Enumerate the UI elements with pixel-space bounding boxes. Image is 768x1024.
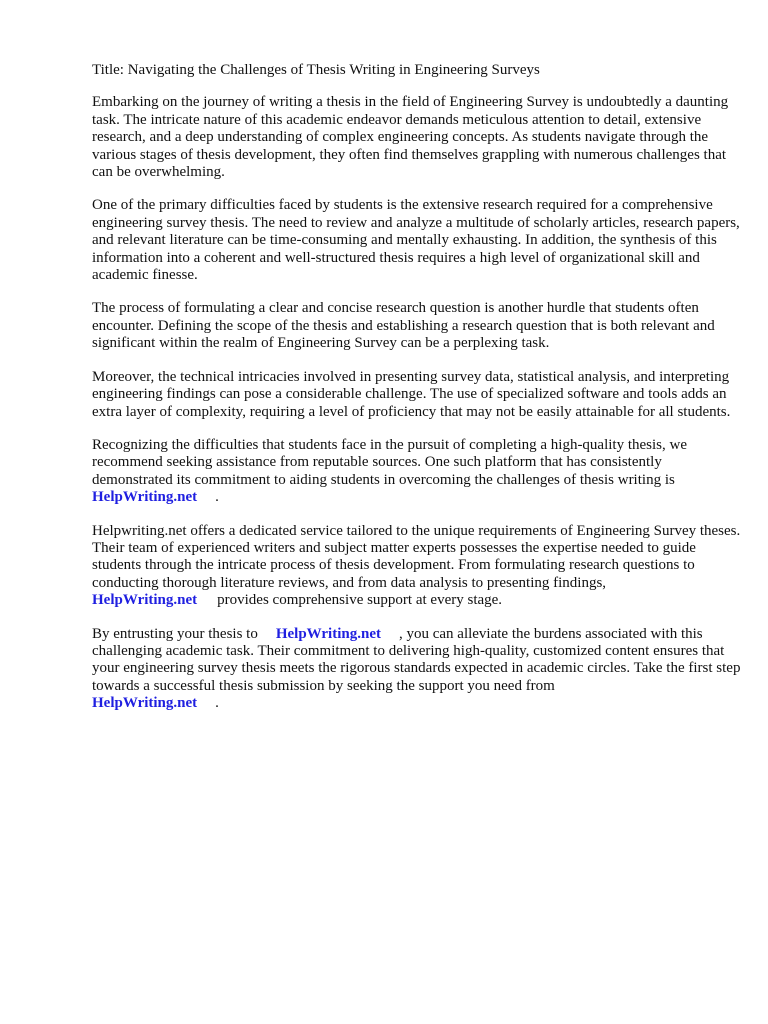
- helpwriting-link-1[interactable]: HelpWriting.net: [92, 489, 198, 506]
- paragraph-technical-intricacies: Moreover, the technical intricacies involved in presenting survey data, statistical analysis, and interpreting engineering findings can pose a considerable challenge. The use of specialized software and tools adds an extra layer of complexity, requiring a level of proficiency that may not be easily attainable for all students.: [92, 368, 731, 420]
- service-description-text: Helpwriting.net offers a dedicated service tailored to the unique requirements of Engineering Survey theses. Their team of experienced writers and subject matter experts possesses the expertise needed to guide students through the intricate process of thesis development. From formulating research questions to conducting thorough literature reviews, and from data analysis to presenting findings,: [92, 522, 741, 591]
- helpwriting-link-3[interactable]: HelpWriting.net: [275, 625, 381, 642]
- service-description-end: provides comprehensive support at every stage.: [217, 592, 503, 609]
- paragraph-call-to-action: [92, 626, 742, 713]
- cta-period: .: [215, 695, 219, 712]
- paragraph-service-description: [92, 523, 742, 610]
- helpwriting-link-2[interactable]: HelpWriting.net: [92, 592, 198, 609]
- document-page: [92, 62, 742, 729]
- cta-start-text: By entrusting your thesis to: [92, 625, 258, 642]
- paragraph-research-question: The process of formulating a clear and concise research question is another hurdle that students often encounter. Defining the scope of the thesis and establishing a research question that is both relevant and significant within the realm of Engineering Survey can be a perplexing task.: [92, 300, 715, 352]
- document-title: Title: Navigating the Challenges of Thesis Writing in Engineering Surveys: [92, 62, 540, 78]
- cta-middle-text: , you can alleviate the burdens associated with this challenging academic task. Their commitment to delivering high-quality, customized content ensures that your engineering survey thesis meets the rigorous standards expected in academic circles. Take the first step towards a successful thesis submission by seeking the support you need from: [92, 625, 741, 694]
- recommendation-period: .: [215, 489, 219, 506]
- recommendation-text: Recognizing the difficulties that students face in the pursuit of completing a high-quality thesis, we recommend seeking assistance from reputable sources. One such platform that has consistently demonstrated its commitment to aiding students in overcoming the challenges of thesis writing is: [92, 436, 688, 488]
- paragraph-research-difficulty: One of the primary difficulties faced by students is the extensive research required for a comprehensive engineering survey thesis. The need to review and analyze a multitude of scholarly articles, research papers, and relevant literature can be time-consuming and mentally exhausting. In addition, the synthesis of this information into a coherent and well-structured thesis requires a high level of organizational skill and academic finesse.: [92, 197, 740, 284]
- helpwriting-link-4[interactable]: HelpWriting.net: [92, 695, 198, 712]
- paragraph-intro: Embarking on the journey of writing a thesis in the field of Engineering Survey is undoubtedly a daunting task. The intricate nature of this academic endeavor demands meticulous attention to detail, extensive research, and a deep understanding of complex engineering concepts. As students navigate through the various stages of thesis development, they often find themselves grappling with numerous challenges that can be overwhelming.: [92, 94, 729, 181]
- paragraph-recommendation: [92, 437, 742, 507]
